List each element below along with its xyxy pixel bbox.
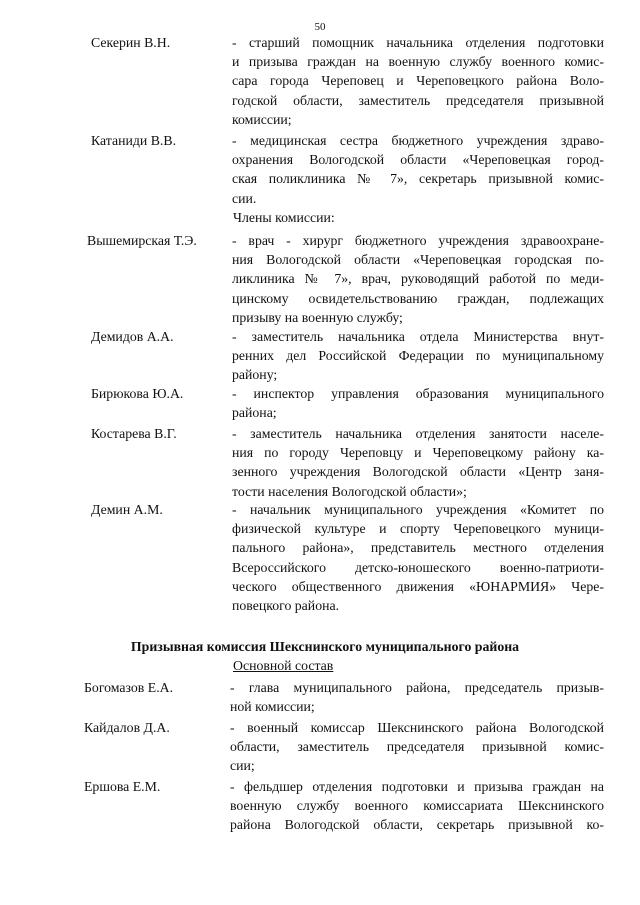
role-line: зенного учреждения Вологодской области «Центр заня-	[232, 464, 604, 480]
role-line: Всероссийского детско-юношеского военно-патриоти-	[232, 559, 604, 575]
role-line: - начальник муниципального учреждения «Комитет по	[232, 502, 604, 517]
member-role	[232, 384, 604, 422]
role-line: - военный комиссар Шекснинского района Вологодской	[230, 720, 604, 735]
section-subtitle: Основной состав	[233, 658, 334, 673]
role-line: - заместитель начальника отдела Министерства внут-	[232, 329, 604, 344]
page-number: 50	[314, 21, 326, 33]
member-role	[230, 678, 604, 716]
role-line: района;	[232, 405, 277, 421]
role-line: ческого общественного движения «ЮНАРМИЯ» Чере-	[232, 578, 604, 594]
role-line: повецкого района.	[232, 598, 340, 614]
role-line: - глава муниципального района, председатель призыв-	[230, 680, 604, 695]
role-line: сии.	[232, 190, 257, 206]
role-line: - инспектор управления образования муниципального	[232, 386, 604, 401]
role-line: - фельдшер отделения подготовки и призыва граждан на	[230, 779, 604, 794]
member-role	[230, 777, 604, 835]
role-line: области, заместитель председателя призывной комис-	[230, 739, 604, 755]
role-line: сара города Череповец и Череповецкого района Воло-	[232, 73, 604, 89]
role-line: району;	[232, 367, 278, 383]
role-line: - заместитель начальника отделения занятости населе-	[232, 426, 604, 441]
role-line: ной комиссии;	[230, 699, 315, 715]
role-line: - медицинская сестра бюджетного учреждения здраво-	[232, 133, 604, 148]
role-line: тости населения Вологодской области»;	[232, 483, 467, 499]
role-line: ренних дел Российской Федерации по муниципальному	[232, 348, 604, 364]
member-name: Демин А.М.	[91, 502, 163, 517]
member-name: Бирюкова Ю.А.	[91, 386, 184, 401]
member-role	[232, 231, 604, 327]
role-line: ская поликлиника № 7», секретарь призывной комис-	[232, 171, 604, 187]
member-name: Кайдалов Д.А.	[84, 720, 170, 735]
member-role	[232, 131, 604, 208]
member-name: Катаниди В.В.	[91, 133, 177, 148]
role-line: ликлиника № 7», врач, руководящий работой по меди-	[232, 271, 604, 287]
member-name: Вышемирская Т.Э.	[87, 233, 197, 248]
role-line: сии;	[230, 758, 255, 774]
member-name: Секерин В.Н.	[91, 35, 171, 50]
members-heading: Члены комиссии:	[233, 210, 335, 225]
member-name: Богомазов Е.А.	[84, 680, 174, 695]
role-line: цинскому освидетельствованию граждан, подлежащих	[232, 290, 604, 306]
member-name: Ершова Е.М.	[84, 779, 161, 794]
role-line: - старший помощник начальника отделения подготовки	[232, 35, 604, 50]
member-role	[232, 33, 604, 129]
role-line: пального района», представитель местного отделения	[232, 540, 604, 556]
member-name: Демидов А.А.	[91, 329, 174, 344]
role-line: ния по городу Череповцу и Череповецкому району ка-	[232, 445, 604, 461]
role-line: годской области, заместитель председателя призывной	[232, 92, 604, 108]
role-line: - врач - хирург бюджетного учреждения здравоохране-	[232, 233, 604, 248]
section-title: Призывная комиссия Шекснинского муниципального района	[130, 639, 520, 654]
role-line: призыву на военную службу;	[232, 309, 403, 325]
role-line: физической культуре и спорту Череповецкого муници-	[232, 521, 604, 537]
member-role	[232, 424, 604, 501]
member-name: Костарева В.Г.	[91, 426, 177, 441]
role-line: района Вологодской области, секретарь призывной ко-	[230, 817, 604, 833]
member-role	[232, 327, 604, 385]
role-line: военную службу военного комиссариата Шекснинского	[230, 798, 604, 814]
role-line: ния Вологодской области «Череповецкая городская по-	[232, 252, 604, 268]
role-line: охранения Вологодской области «Череповецкая город-	[232, 152, 604, 168]
member-role	[230, 718, 604, 776]
member-role	[232, 500, 604, 615]
role-line: комиссии;	[232, 111, 292, 127]
role-line: и призыва граждан на военную службу военного комис-	[232, 54, 604, 70]
